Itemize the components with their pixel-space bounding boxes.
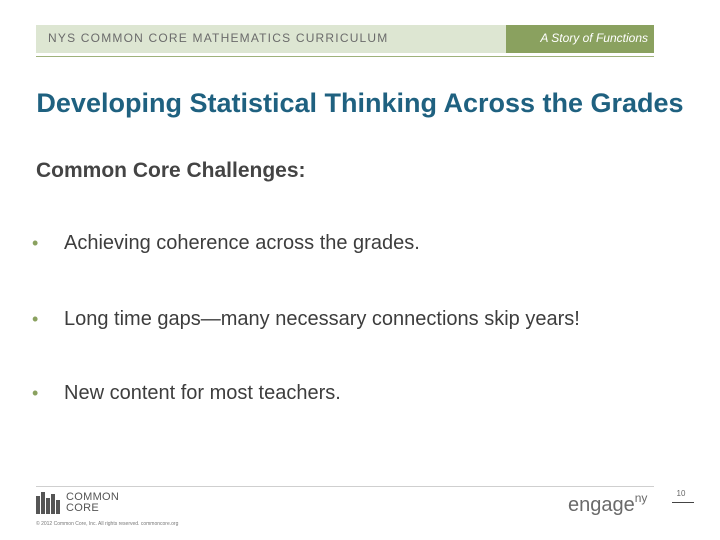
module-label: A Story of Functions xyxy=(540,31,648,45)
engageny-logo: engage$^{ny}$ xyxy=(568,491,648,516)
curriculum-label: NYS COMMON CORE MATHEMATICS CURRICULUM xyxy=(48,31,389,45)
common-core-logo-text: COMMON CORE xyxy=(66,491,120,514)
common-core-bars-icon xyxy=(36,492,61,514)
bullet-text: Long time gaps—many necessary connections skip years! xyxy=(64,308,580,330)
page-number-underline xyxy=(672,502,694,503)
bullet-icon: • xyxy=(32,309,39,329)
slide-title: Developing Statistical Thinking Across the Grades xyxy=(36,88,684,118)
bullet-text: New content for most teachers. xyxy=(64,382,341,404)
bullet-item-coherence xyxy=(32,232,420,255)
footer-divider xyxy=(36,486,654,487)
bullet-text: Achieving coherence across the grades. xyxy=(64,232,420,254)
page-number: 10 xyxy=(676,489,686,498)
bullet-icon: • xyxy=(32,233,39,253)
header-divider xyxy=(36,56,654,57)
bullet-icon: • xyxy=(32,383,39,403)
copyright-notice: © 2012 Common Core, Inc. All rights reserved. commoncore.org xyxy=(36,521,179,527)
bullet-item-time-gaps xyxy=(32,308,580,331)
common-core-logo xyxy=(36,492,119,514)
bullet-item-new-content xyxy=(32,382,341,405)
challenges-heading: Common Core Challenges: xyxy=(36,159,306,182)
